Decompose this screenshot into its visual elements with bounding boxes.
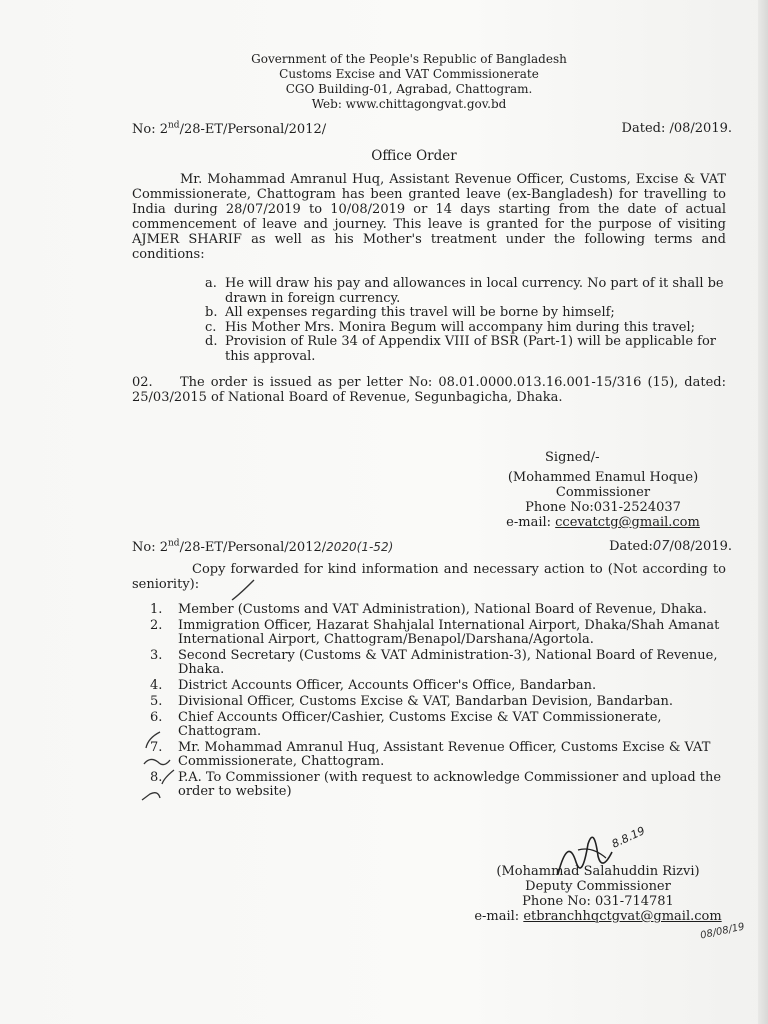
reference-number-2: No: 2nd/28-ET/Personal/2012/2020(1-52) [132, 539, 394, 556]
terms-list [205, 277, 725, 364]
term-item: a. He will draw his pay and allowances in local currency. No part of it shall be drawn in foreign currency. [205, 276, 724, 306]
deputy-commissioner-phone: Phone No: 031-714781 [522, 894, 674, 909]
signature-date: 8.8.19 [609, 824, 647, 851]
list-item: 4. District Accounts Officer, Accounts Officer's Office, Bandarban. [150, 678, 597, 693]
reference-line-1 [132, 121, 732, 137]
commissioner-phone: Phone No:031-2524037 [525, 500, 681, 515]
commissioner-designation: Commissioner [555, 485, 651, 500]
handwritten-day: 07 [652, 539, 670, 554]
reference-date-1: Dated: /08/2019. [621, 121, 732, 136]
list-item: 5. Divisional Officer, Customs Excise & VAT, Bandarban Devision, Bandarban. [150, 694, 674, 709]
commissioner-signature-block [478, 470, 728, 530]
handwritten-list-marks [140, 724, 200, 808]
copy-recipient-list [150, 603, 730, 801]
commissioner-email[interactable]: ccevatctg@gmail.com [555, 515, 700, 530]
letterhead-office: Customs Excise and VAT Commissionerate [279, 67, 539, 81]
letterhead-web: Web: www.chittagongvat.gov.bd [311, 97, 507, 111]
deputy-commissioner-signature-block [468, 864, 728, 924]
handwritten-margin-note: 08/08/19 [699, 921, 746, 942]
term-item: d. Provision of Rule 34 of Appendix VIII of BSR (Part-1) will be applicable for this approval. [205, 334, 716, 364]
reference-number-1: No: 2nd/28-ET/Personal/2012/ [132, 121, 327, 138]
deputy-commissioner-email-line: e-mail: etbranchhqctgvat@gmail.com [474, 909, 722, 924]
signed-label: Signed/- [545, 450, 600, 465]
letterhead-address: CGO Building-01, Agrabad, Chattogram. [285, 82, 533, 96]
reference-line-2 [132, 539, 732, 555]
deputy-commissioner-designation: Deputy Commissioner [525, 879, 671, 894]
order-paragraph-2: 02. The order is issued as per letter No: 08.01.0000.013.16.001-15/316 (15), dated: 25/03/2015 of National Board of Revenue, Segunbagicha, Dhaka. [132, 375, 726, 405]
handwritten-memo-number: 2020(1-52) [326, 540, 394, 555]
deputy-commissioner-name: (Mohammad Salahuddin Rizvi) [496, 864, 700, 879]
list-item: 8. P.A. To Commissioner (with request to acknowledge Commissioner and upload the order to website) [150, 770, 722, 799]
document-title: Office Order [371, 148, 457, 164]
order-paragraph-1: Mr. Mohammad Amranul Huq, Assistant Revenue Officer, Customs, Excise & VAT Commissionerate, Chattogram has been granted leave (ex-Bangladesh) for travelling to India during 28/07/2019 to 10/08/2019 or 14 days starting from the date of actual commencement of leave and journey. This leave is granted for the purpose of visiting AJMER SHARIF as well as his Mother's treatment under the following terms and conditions: [132, 172, 726, 262]
commissioner-name: (Mohammed Enamul Hoque) [507, 470, 699, 485]
term-item: c. His Mother Mrs. Monira Begum will accompany him during this travel; [205, 319, 696, 335]
reference-date-2: Dated:07/08/2019. [609, 539, 732, 554]
list-item: 3. Second Secretary (Customs & VAT Administration-3), National Board of Revenue, Dhaka. [150, 648, 718, 677]
letterhead [0, 52, 768, 112]
copy-forward-intro: Copy forwarded for kind information and necessary action to (Not according to seniority): [132, 562, 726, 592]
list-item: 1. Member (Customs and VAT Administration), National Board of Revenue, Dhaka. [150, 602, 707, 617]
letterhead-government: Government of the People's Republic of Bangladesh [251, 52, 567, 66]
list-item: 2. Immigration Officer, Hazarat Shahjalal International Airport, Dhaka/Shah Amanat International Airport, Chattogram/Benapol/Darshana/Agortola. [150, 618, 720, 647]
list-item: 6. Chief Accounts Officer/Cashier, Customs Excise & VAT Commissionerate, Chattogram. [150, 710, 662, 739]
term-item: b. All expenses regarding this travel will be borne by himself; [205, 305, 615, 320]
list-item: 7. Mr. Mohammad Amranul Huq, Assistant Revenue Officer, Customs Excise & VAT Commissionerate, Chattogram. [150, 740, 711, 769]
deputy-commissioner-email[interactable]: etbranchhqctgvat@gmail.com [523, 909, 722, 924]
commissioner-email-line: e-mail: ccevatctg@gmail.com [506, 515, 700, 530]
